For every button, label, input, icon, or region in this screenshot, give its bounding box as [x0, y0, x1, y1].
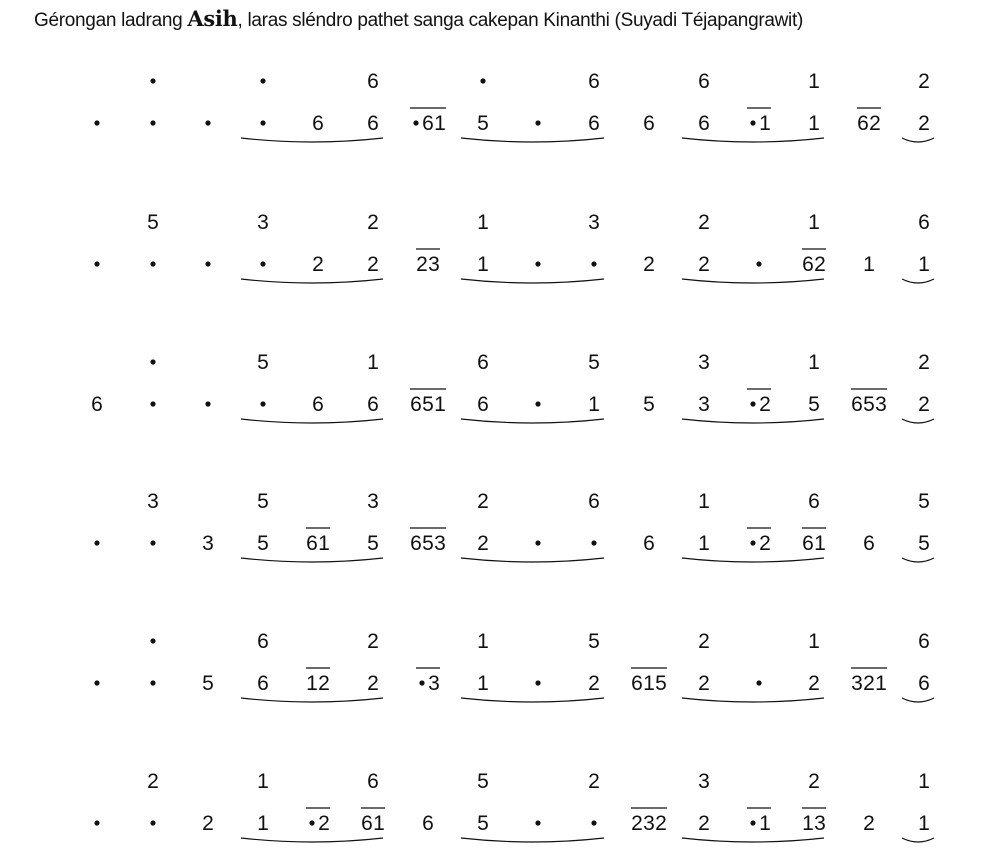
slur [682, 558, 824, 562]
vocal-note-rest-dot [260, 120, 265, 125]
vocal-note-digit: 1 [918, 253, 930, 276]
vocal-note-digit: 2 [643, 253, 655, 276]
vocal-note-digit: 2 [655, 812, 667, 835]
vocal-note-rest-dot [535, 680, 540, 685]
vocal-note-digit: 6 [410, 393, 422, 416]
slur [461, 279, 604, 283]
vocal-note-digit: 6 [367, 393, 379, 416]
slur [902, 419, 934, 423]
vocal-note-digit: 2 [759, 532, 771, 555]
balungan-note-digit: 3 [257, 211, 269, 234]
vocal-note-rest-dot [591, 261, 596, 266]
vocal-note-rest-dot [150, 820, 155, 825]
balungan-note-digit: 2 [147, 770, 159, 793]
balungan-note-digit: 2 [918, 70, 930, 93]
balungan-note-digit: 3 [588, 211, 600, 234]
vocal-note-digit: 2 [814, 253, 826, 276]
balungan-note-digit: 3 [147, 490, 159, 513]
vocal-note-digit: 1 [477, 253, 489, 276]
vocal-note-digit: 6 [643, 532, 655, 555]
vocal-note-digit: 1 [477, 672, 489, 695]
vocal-note-digit: 6 [863, 532, 875, 555]
balungan-note-rest-dot [260, 78, 265, 83]
vocal-note-digit: 6 [367, 112, 379, 135]
balungan-note-digit: 5 [257, 490, 269, 513]
vocal-note-rest-dot [260, 401, 265, 406]
slur [682, 838, 824, 842]
vocal-note-digit: 1 [808, 112, 820, 135]
vocal-note-digit: 5 [643, 393, 655, 416]
vocal-note-digit: 6 [643, 112, 655, 135]
vocal-note-digit: 3 [814, 812, 826, 835]
balungan-note-digit: 2 [808, 770, 820, 793]
title-prefix: Gérongan ladrang [34, 10, 188, 31]
vocal-note-rest-dot [150, 680, 155, 685]
balungan-note-digit: 3 [698, 351, 710, 374]
vocal-note-rest-dot [591, 820, 596, 825]
vocal-note-dot [413, 120, 418, 125]
slur [461, 558, 604, 562]
balungan-note-digit: 1 [698, 490, 710, 513]
vocal-note-dot [419, 680, 424, 685]
balungan-note-digit: 1 [257, 770, 269, 793]
vocal-note-digit: 3 [851, 672, 863, 695]
vocal-note-digit: 6 [422, 112, 434, 135]
vocal-note-digit: 6 [477, 393, 489, 416]
vocal-note-digit: 5 [257, 532, 269, 555]
vocal-note-digit: 6 [851, 393, 863, 416]
balungan-note-digit: 6 [257, 630, 269, 653]
vocal-note-digit: 1 [643, 672, 655, 695]
title-suffix: , laras sléndro pathet sanga cakepan Kinanthi (Suyadi Téjapangrawit) [237, 10, 803, 31]
vocal-note-digit: 3 [434, 532, 446, 555]
balungan-note-digit: 5 [588, 351, 600, 374]
balungan-note-digit: 6 [477, 351, 489, 374]
vocal-note-digit: 2 [477, 532, 489, 555]
vocal-note-rest-dot [535, 820, 540, 825]
vocal-note-rest-dot [150, 540, 155, 545]
vocal-note-digit: 5 [422, 532, 434, 555]
title-song-name: Asih [187, 6, 238, 31]
vocal-note-rest-dot [535, 261, 540, 266]
vocal-note-digit: 2 [918, 112, 930, 135]
slur [241, 279, 383, 283]
vocal-note-digit: 1 [698, 532, 710, 555]
balungan-note-digit: 5 [147, 211, 159, 234]
vocal-note-rest-dot [94, 120, 99, 125]
vocal-note-rest-dot [205, 120, 210, 125]
vocal-note-digit: 6 [918, 672, 930, 695]
vocal-note-digit: 1 [759, 112, 771, 135]
vocal-note-digit: 6 [422, 812, 434, 835]
vocal-note-rest-dot [205, 261, 210, 266]
vocal-note-digit: 5 [367, 532, 379, 555]
balungan-note-digit: 1 [367, 351, 379, 374]
slur [461, 138, 604, 142]
vocal-note-digit: 1 [863, 253, 875, 276]
vocal-note-digit: 2 [312, 253, 324, 276]
vocal-note-digit: 2 [698, 812, 710, 835]
slur [902, 558, 934, 562]
vocal-note-digit: 6 [410, 532, 422, 555]
vocal-note-digit: 6 [857, 112, 869, 135]
vocal-note-rest-dot [535, 120, 540, 125]
balungan-note-rest-dot [150, 638, 155, 643]
balungan-note-digit: 6 [367, 70, 379, 93]
vocal-note-digit: 2 [367, 672, 379, 695]
vocal-note-dot [750, 401, 755, 406]
balungan-note-digit: 6 [698, 70, 710, 93]
vocal-note-dot [750, 820, 755, 825]
slur [461, 419, 604, 423]
vocal-note-digit: 5 [477, 812, 489, 835]
slur [241, 698, 383, 702]
vocal-note-digit: 2 [869, 112, 881, 135]
balungan-note-digit: 6 [918, 630, 930, 653]
vocal-note-digit: 2 [698, 672, 710, 695]
balungan-note-digit: 1 [808, 630, 820, 653]
slur [902, 279, 934, 283]
vocal-note-rest-dot [535, 540, 540, 545]
vocal-note-rest-dot [150, 120, 155, 125]
vocal-note-rest-dot [591, 540, 596, 545]
vocal-note-digit: 5 [808, 393, 820, 416]
balungan-note-digit: 2 [698, 211, 710, 234]
vocal-note-digit: 6 [698, 112, 710, 135]
vocal-note-digit: 5 [863, 393, 875, 416]
vocal-note-digit: 2 [416, 253, 428, 276]
vocal-note-digit: 1 [802, 812, 814, 835]
balungan-note-digit: 2 [367, 630, 379, 653]
vocal-note-digit: 6 [802, 532, 814, 555]
vocal-note-digit: 3 [875, 393, 887, 416]
vocal-note-digit: 1 [257, 812, 269, 835]
vocal-note-digit: 5 [918, 532, 930, 555]
vocal-note-digit: 2 [698, 253, 710, 276]
vocal-note-digit: 3 [202, 532, 214, 555]
vocal-note-digit: 6 [588, 112, 600, 135]
balungan-note-digit: 3 [698, 770, 710, 793]
balungan-note-digit: 2 [367, 211, 379, 234]
balungan-note-digit: 6 [808, 490, 820, 513]
balungan-note-digit: 5 [477, 770, 489, 793]
balungan-note-rest-dot [480, 78, 485, 83]
vocal-note-digit: 5 [655, 672, 667, 695]
balungan-note-digit: 5 [918, 490, 930, 513]
vocal-note-dot [309, 820, 314, 825]
balungan-note-digit: 1 [477, 211, 489, 234]
vocal-note-digit: 1 [759, 812, 771, 835]
vocal-note-digit: 2 [631, 812, 643, 835]
balungan-note-rest-dot [150, 359, 155, 364]
balungan-note-digit: 6 [918, 211, 930, 234]
balungan-note-digit: 1 [477, 630, 489, 653]
balungan-note-digit: 1 [808, 351, 820, 374]
vocal-note-digit: 2 [808, 672, 820, 695]
vocal-note-digit: 1 [373, 812, 385, 835]
slur [241, 838, 383, 842]
vocal-note-rest-dot [94, 820, 99, 825]
vocal-note-rest-dot [260, 261, 265, 266]
vocal-note-digit: 1 [306, 672, 318, 695]
vocal-note-rest-dot [94, 540, 99, 545]
slur [682, 419, 824, 423]
slur [902, 698, 934, 702]
vocal-note-digit: 2 [588, 672, 600, 695]
vocal-note-digit: 6 [312, 112, 324, 135]
vocal-note-digit: 2 [202, 812, 214, 835]
vocal-note-digit: 1 [434, 393, 446, 416]
vocal-note-rest-dot [205, 401, 210, 406]
vocal-note-digit: 2 [318, 672, 330, 695]
vocal-note-digit: 6 [802, 253, 814, 276]
slur [902, 138, 934, 142]
vocal-note-digit: 1 [588, 393, 600, 416]
balungan-note-digit: 5 [257, 351, 269, 374]
vocal-note-digit: 2 [918, 393, 930, 416]
vocal-note-rest-dot [756, 680, 761, 685]
vocal-note-digit: 1 [814, 532, 826, 555]
vocal-note-digit: 1 [918, 812, 930, 835]
vocal-note-rest-dot [94, 680, 99, 685]
vocal-note-digit: 6 [312, 393, 324, 416]
vocal-note-digit: 2 [318, 812, 330, 835]
balungan-note-digit: 6 [588, 70, 600, 93]
slur [682, 279, 824, 283]
vocal-note-digit: 1 [434, 112, 446, 135]
vocal-note-rest-dot [150, 261, 155, 266]
balungan-note-digit: 2 [698, 630, 710, 653]
vocal-note-dot [750, 120, 755, 125]
slur [241, 138, 383, 142]
slur [461, 698, 604, 702]
vocal-note-digit: 2 [759, 393, 771, 416]
vocal-note-digit: 1 [318, 532, 330, 555]
vocal-note-digit: 5 [477, 112, 489, 135]
vocal-note-digit: 6 [257, 672, 269, 695]
balungan-note-digit: 5 [588, 630, 600, 653]
slur [241, 419, 383, 423]
balungan-note-digit: 1 [918, 770, 930, 793]
balungan-note-digit: 6 [588, 490, 600, 513]
vocal-note-digit: 1 [875, 672, 887, 695]
vocal-note-digit: 2 [367, 253, 379, 276]
vocal-note-digit: 3 [643, 812, 655, 835]
vocal-note-rest-dot [535, 401, 540, 406]
balungan-note-digit: 2 [918, 351, 930, 374]
slur [241, 558, 383, 562]
vocal-note-digit: 3 [428, 253, 440, 276]
vocal-note-rest-dot [150, 401, 155, 406]
balungan-note-digit: 2 [588, 770, 600, 793]
vocal-note-digit: 5 [202, 672, 214, 695]
vocal-note-digit: 3 [428, 672, 440, 695]
slur [682, 138, 824, 142]
balungan-note-digit: 1 [808, 70, 820, 93]
balungan-note-digit: 6 [367, 770, 379, 793]
vocal-note-digit: 5 [422, 393, 434, 416]
slur [461, 838, 604, 842]
vocal-note-digit: 2 [863, 812, 875, 835]
vocal-note-rest-dot [756, 261, 761, 266]
balungan-note-digit: 2 [477, 490, 489, 513]
vocal-note-digit: 2 [863, 672, 875, 695]
vocal-note-digit: 3 [698, 393, 710, 416]
vocal-note-digit: 6 [361, 812, 373, 835]
slur [902, 838, 934, 842]
vocal-note-rest-dot [94, 261, 99, 266]
slur [682, 698, 824, 702]
vocal-note-digit: 6 [306, 532, 318, 555]
balungan-note-rest-dot [150, 78, 155, 83]
vocal-note-digit: 6 [91, 393, 103, 416]
vocal-note-dot [750, 540, 755, 545]
balungan-note-digit: 3 [367, 490, 379, 513]
vocal-note-digit: 6 [631, 672, 643, 695]
balungan-note-digit: 1 [808, 211, 820, 234]
